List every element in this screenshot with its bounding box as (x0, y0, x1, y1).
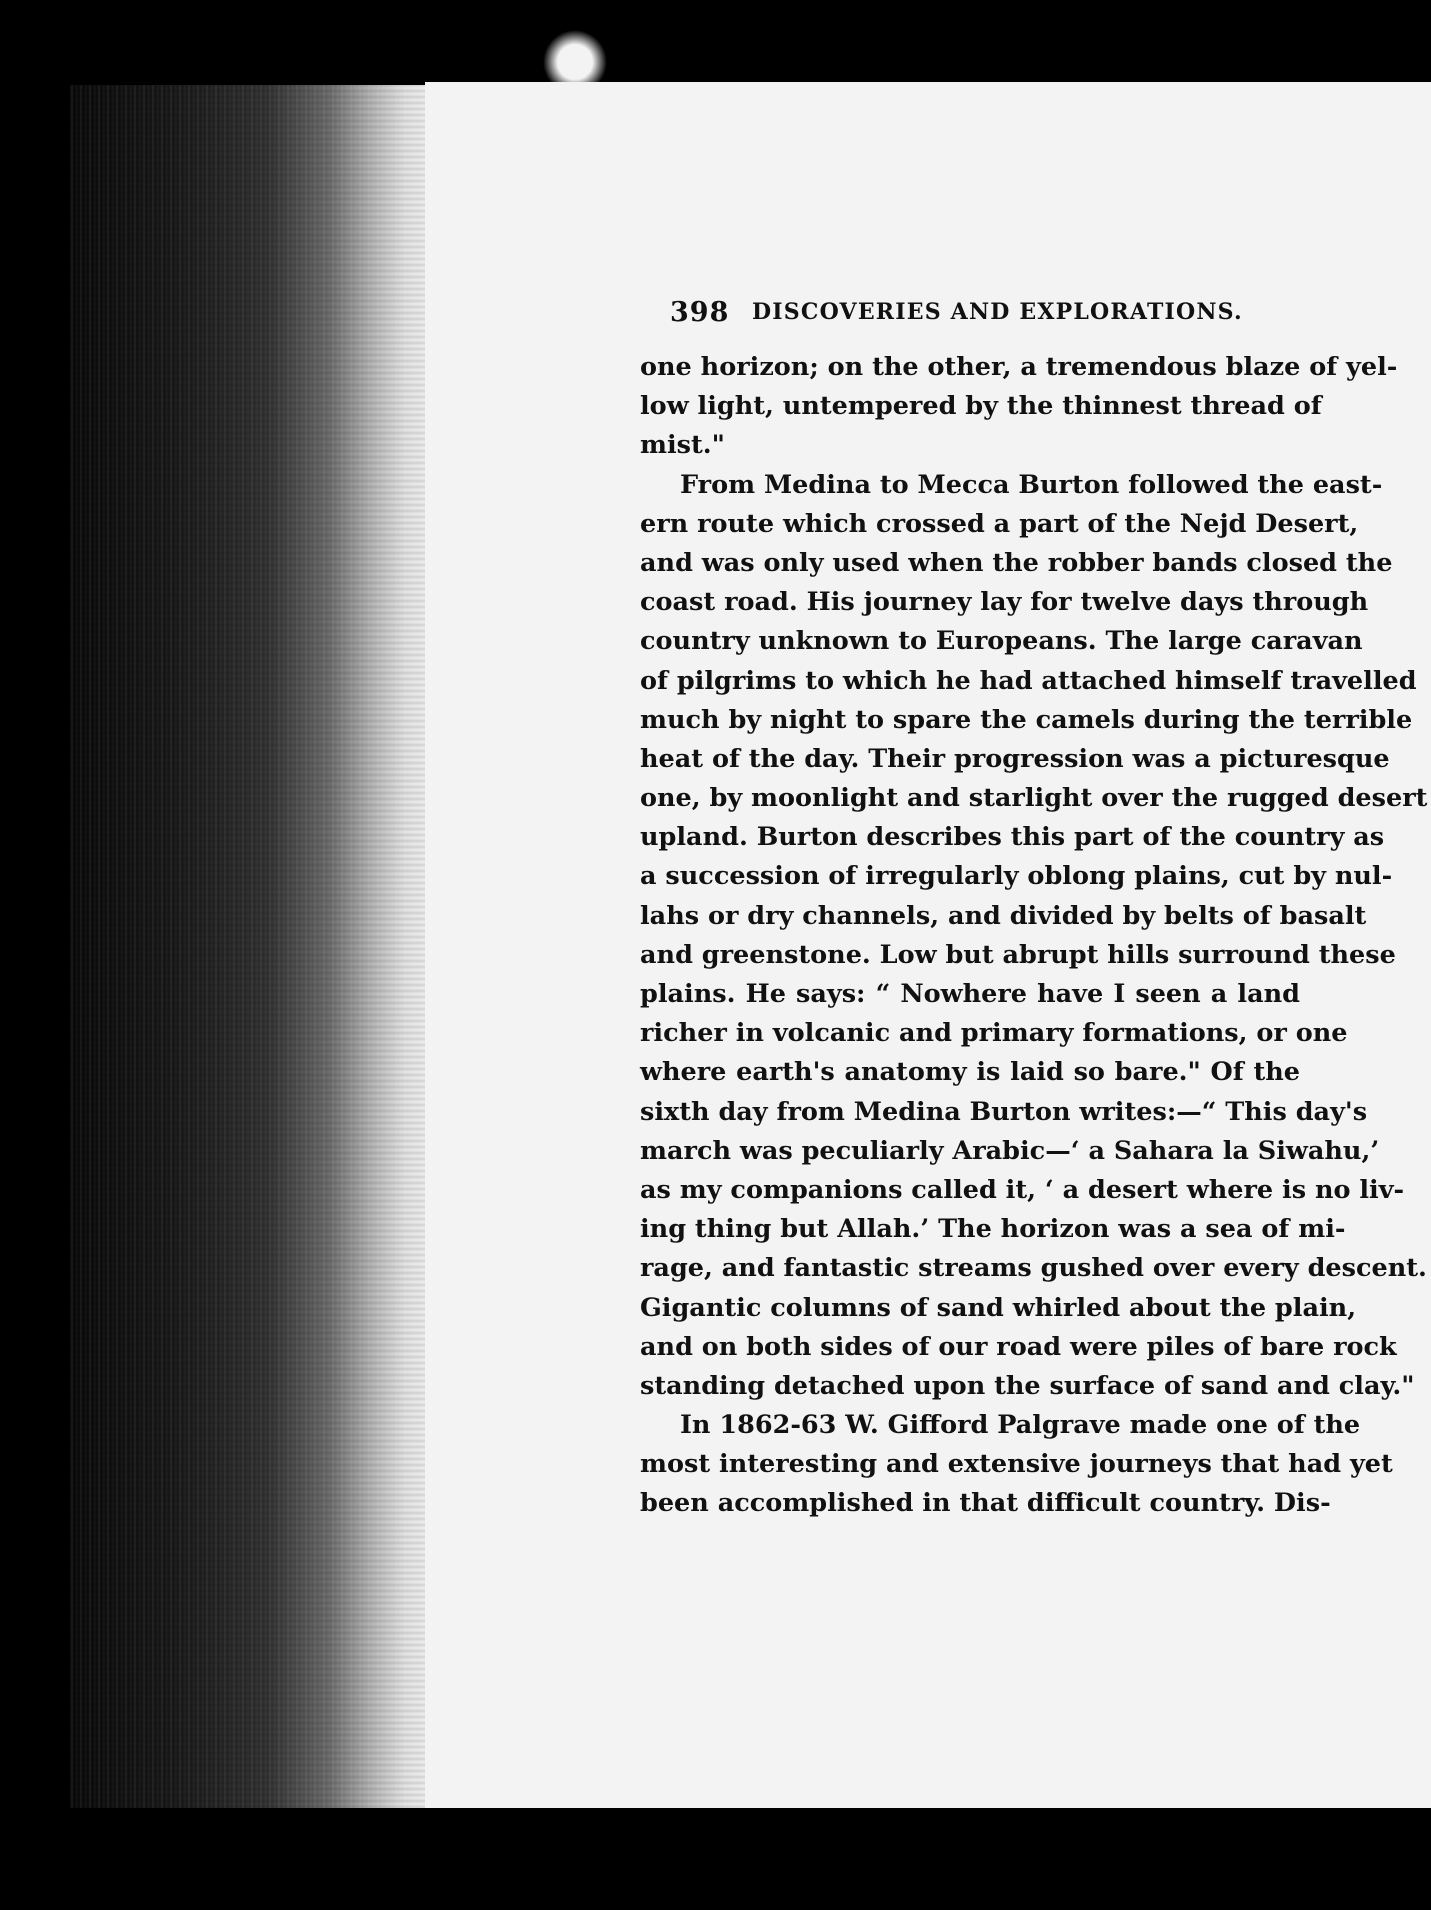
text-line: ing thing but Allah.’ The horizon was a sea of mi- (640, 1214, 1346, 1245)
text-line: and on both sides of our road were piles of bare rock (640, 1331, 1397, 1362)
text-line: In 1862-63 W. Gifford Palgrave made one of the (680, 1410, 1361, 1441)
text-line: and greenstone. Low but abrupt hills surround these (640, 939, 1396, 970)
text-line: march was peculiarly Arabic—‘ a Sahara la Siwahu,’ (640, 1135, 1380, 1166)
text-line: upland. Burton describes this part of the country as (640, 822, 1385, 853)
running-head (670, 297, 1290, 333)
text-line: Gigantic columns of sand whirled about the plain, (640, 1292, 1357, 1323)
text-line: ern route which crossed a part of the Nejd Desert, (640, 508, 1359, 539)
text-line: coast road. His journey lay for twelve days through (640, 587, 1369, 618)
text-line: sixth day from Medina Burton writes:—“ This day's (640, 1096, 1368, 1127)
text-line: lahs or dry channels, and divided by belts of basalt (640, 900, 1367, 931)
text-line: where earth's anatomy is laid so bare." Of the (640, 1057, 1300, 1088)
text-line: and was only used when the robber bands closed the (640, 547, 1393, 578)
text-line: heat of the day. Their progression was a picturesque (640, 743, 1390, 774)
text-line: richer in volcanic and primary formations, or one (640, 1018, 1348, 1049)
text-line: most interesting and extensive journeys that had yet (640, 1449, 1393, 1480)
text-line: low light, untempered by the thinnest thread of (640, 391, 1322, 422)
text-line: one horizon; on the other, a tremendous blaze of yel- (640, 352, 1398, 382)
text-line: been accomplished in that difficult country. Dis- (640, 1488, 1331, 1519)
text-line: From Medina to Mecca Burton followed the east- (680, 469, 1383, 500)
text-line: much by night to spare the camels during the terrible (640, 704, 1413, 735)
text-line: plains. He says: “ Nowhere have I seen a land (640, 979, 1300, 1009)
text-line: country unknown to Europeans. The large caravan (640, 626, 1363, 657)
text-line: one, by moonlight and starlight over the rugged desert (640, 783, 1428, 814)
text-line: of pilgrims to which he had attached himself travelled (640, 665, 1417, 696)
text-line: a succession of irregularly oblong plains, cut by nul- (640, 861, 1393, 892)
text-line: standing detached upon the surface of sand and clay." (640, 1370, 1415, 1401)
page-number: 398 (670, 297, 730, 328)
text-line: rage, and fantastic streams gushed over every descent. (640, 1253, 1427, 1284)
book-page-edges (70, 85, 430, 1810)
text-line: as my companions called it, ‘ a desert where is no liv- (640, 1174, 1405, 1205)
scan-bottom-margin (0, 1808, 1431, 1910)
text-line: mist." (640, 430, 725, 461)
running-head-title: DISCOVERIES AND EXPLORATIONS. (752, 299, 1243, 325)
body-text (640, 348, 1428, 1524)
page-tear-mark (535, 20, 615, 90)
